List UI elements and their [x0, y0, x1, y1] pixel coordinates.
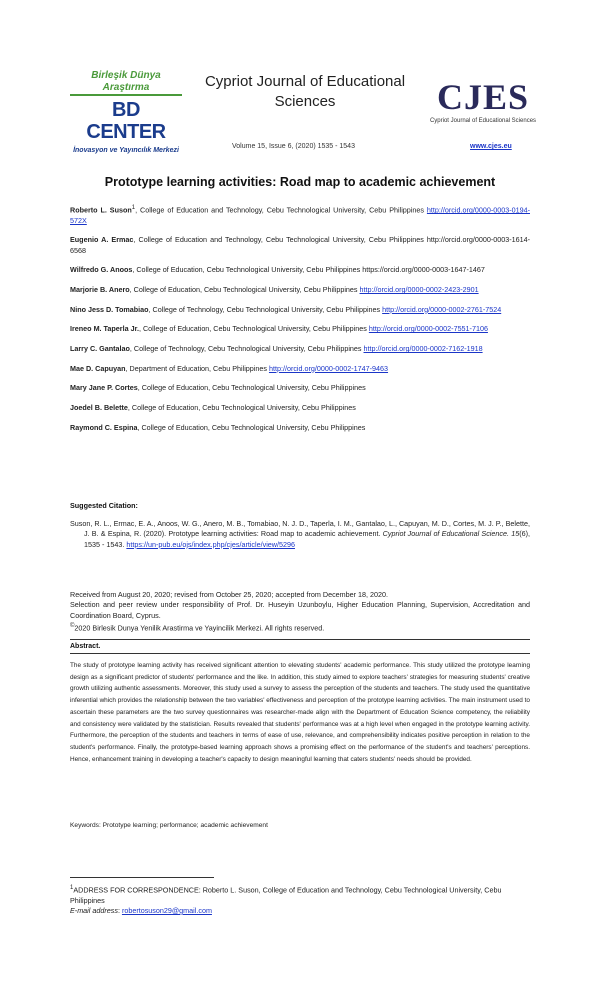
email-line — [70, 906, 530, 916]
author-name: Raymond C. Espina — [70, 422, 138, 432]
bd-center-logo — [70, 70, 182, 154]
citation-url-link[interactable]: https://un-pub.eu/ojs/index.php/cjes/article/view/5296 — [126, 539, 295, 549]
author-affiliation: , College of Education and Technology, Cebu Technological University, Cebu Philippines — [135, 205, 427, 215]
author-affiliation: , College of Education, Cebu Technological University, Cebu Philippines — [127, 403, 356, 413]
author-orcid[interactable]: http://orcid.org/0000-0002-2761-7524 — [382, 304, 502, 314]
email-separator: : — [117, 905, 122, 915]
author-entry — [70, 235, 530, 256]
suggested-citation — [70, 519, 530, 550]
correspondence-text: ADDRESS FOR CORRESPONDENCE: Roberto L. Suson, College of Education and Technology, Cebu Technological University, Cebu Philippines — [70, 885, 502, 905]
footnote-rule — [70, 877, 214, 878]
author-name: Wilfredo G. Anoos — [70, 265, 133, 275]
author-name: Roberto L. Suson — [70, 205, 132, 215]
author-entry — [70, 403, 530, 413]
author-entry — [70, 324, 530, 334]
paper-title: Prototype learning activities: Road map to academic achievement — [104, 175, 496, 189]
copyright-symbol: © — [70, 622, 75, 629]
author-entry — [70, 265, 530, 275]
author-entry — [70, 203, 530, 226]
author-footnote-marker: 1 — [131, 205, 136, 211]
author-name: Nino Jess D. Tomabiao — [70, 304, 149, 314]
citation-rest: (6), 1535 - 1543. — [84, 529, 530, 549]
author-orcid[interactable]: http://orcid.org/0000-0003-0194-572X — [70, 205, 530, 225]
author-entry — [70, 285, 530, 295]
citation-text: Suson, R. L., Ermac, E. A., Anoos, W. G., Anero, M. B., Tomabiao, N. J. D., Taperla, I. M., Gantalao, L., Capuyan, M. D., Cortes, M. J. P., Belette, J. B. & Espina, R. (2020). Prototype learning activities: Road map to academic achievement. — [70, 519, 530, 539]
cjes-logo — [428, 78, 538, 134]
author-entry — [70, 344, 530, 354]
keywords: Keywords: Prototype learning; performance; academic achievement — [70, 822, 268, 829]
author-name: Mae D. Capuyan — [70, 363, 126, 373]
author-name: Joedel B. Belette — [70, 403, 128, 413]
author-affiliation: , College of Education and Technology, Cebu Technological University, Cebu Philippines — [133, 235, 427, 245]
author-affiliation: , College of Technology, Cebu Technological University, Cebu Philippines — [129, 344, 364, 354]
author-entry — [70, 423, 530, 433]
author-name: Mary Jane P. Cortes — [70, 383, 138, 393]
author-orcid: https://orcid.org/0000-0003-1647-1467 — [362, 265, 485, 275]
author-affiliation: , College of Technology, Cebu Technological University, Cebu Philippines — [148, 304, 383, 314]
logo-line-2: BD CENTER — [86, 99, 166, 143]
abstract-label: Abstract. — [70, 643, 101, 650]
cjes-logo-subtext: Cypriot Journal of Educational Sciences — [429, 118, 537, 124]
abstract-text: The study of prototype learning activity has received significant attention to elevating students' academic performance. This study utilized the prototype learning design as a significant predictor of students' performance and the like. In addition, this study aimed to explore teachers' strategies for measuring students' creative growth utilizing authentic assessments. Moreover, this study used a survey to assess the perception of the students and teachers. The study used the quantitative inferential which provides the relationship between the two variables' effectiveness and perception of the prototype learning activities. The main instrument used to ascertain these parameters are the two survey questionnaires was researcher-made align with the Department of Education Science competency, the reliability and consistency were validated by the statistician. Results revealed that students' performance was at a high level when engaged in the prototype learning activity. Furthermore, the perception of the students and teachers in terms of ease of use, relevance, and comprehensibility indicates positive perception in relation to the student's performance. Finally, the prototype-based learning approach shows a promising effect on the performance of the student's and teachers' perceptions. Hence, enhancement training in developing a teacher's capacity to design meaningful learning that caters students' needs should be provided. — [70, 662, 530, 763]
author-affiliation: , College of Education, Cebu Technological University, Cebu Philippines — [137, 422, 366, 432]
author-affiliation: , College of Education, Cebu Technological University, Cebu Philippines — [129, 285, 360, 295]
author-name: Ireneo M. Taperla Jr. — [70, 324, 139, 334]
author-name: Larry C. Gantalao — [70, 344, 130, 354]
author-orcid[interactable]: http://orcid.org/0000-0002-7551-7106 — [368, 324, 488, 334]
author-entry — [70, 364, 530, 374]
author-name: Eugenio A. Ermac — [70, 235, 134, 245]
author-entry — [70, 383, 530, 393]
author-orcid[interactable]: http://orcid.org/0000-0002-1747-9463 — [268, 363, 389, 373]
correspondence-address — [70, 883, 530, 906]
received-info — [70, 590, 530, 634]
author-affiliation: , College of Education, Cebu Technological University, Cebu Philippines — [132, 265, 363, 275]
author-name: Marjorie B. Anero — [70, 285, 130, 295]
peer-review-note: Selection and peer review under responsibility of Prof. Dr. Huseyin Uzunboylu, Higher Education Planning, Supervision, Accreditation and Coordination Board, Cyprus. — [70, 600, 530, 620]
journal-title: Cypriot Journal of Educational Sciences — [204, 73, 406, 110]
volume-line: Volume 15, Issue 6, (2020) 1535 - 1543 — [232, 143, 355, 150]
citation-label: Suggested Citation: — [70, 501, 138, 510]
cjes-logo-text: CJES — [436, 77, 530, 117]
author-affiliation: , College of Education, Cebu Technological University, Cebu Philippines — [137, 383, 366, 393]
citation-journal: Cypriot Journal of Educational Science — [382, 529, 507, 539]
citation-volume: . 15 — [507, 529, 520, 539]
logo-line-1: Birleşik Dünya Araştırma — [91, 70, 161, 93]
author-orcid[interactable]: http://orcid.org/0000-0002-7162-1918 — [363, 344, 483, 354]
author-affiliation: , College of Education, Cebu Technological University, Cebu Philippines — [138, 324, 369, 334]
received-dates: Received from August 20, 2020; revised from October 25, 2020; accepted from December 18, 2020. — [70, 590, 389, 599]
author-orcid: http://orcid.org/0000-0003-1614-6568 — [70, 235, 531, 255]
footnote-marker: 1 — [70, 885, 74, 891]
author-orcid[interactable]: http://orcid.org/0000-0002-2423-2901 — [359, 285, 479, 295]
journal-website-link[interactable]: www.cjes.eu — [470, 143, 512, 150]
email-link[interactable]: robertosuson29@gmail.com — [121, 905, 212, 915]
copyright-text: 2020 Birlesik Dunya Yenilik Arastirma ve Yayincilik Merkezi. All rights reserved. — [74, 623, 325, 633]
author-entry — [70, 305, 530, 315]
copyright-line — [70, 621, 530, 634]
author-affiliation: , Department of Education, Cebu Philippines — [125, 363, 269, 373]
abstract-rule-bottom — [70, 653, 530, 654]
email-label: E-mail address — [70, 905, 118, 915]
logo-bar — [70, 94, 182, 96]
logo-line-3: İnovasyon ve Yayıncılık Merkezi — [73, 147, 179, 154]
correspondence-footnote — [70, 883, 530, 916]
abstract-rule-top — [70, 639, 530, 640]
author-list — [70, 203, 530, 443]
